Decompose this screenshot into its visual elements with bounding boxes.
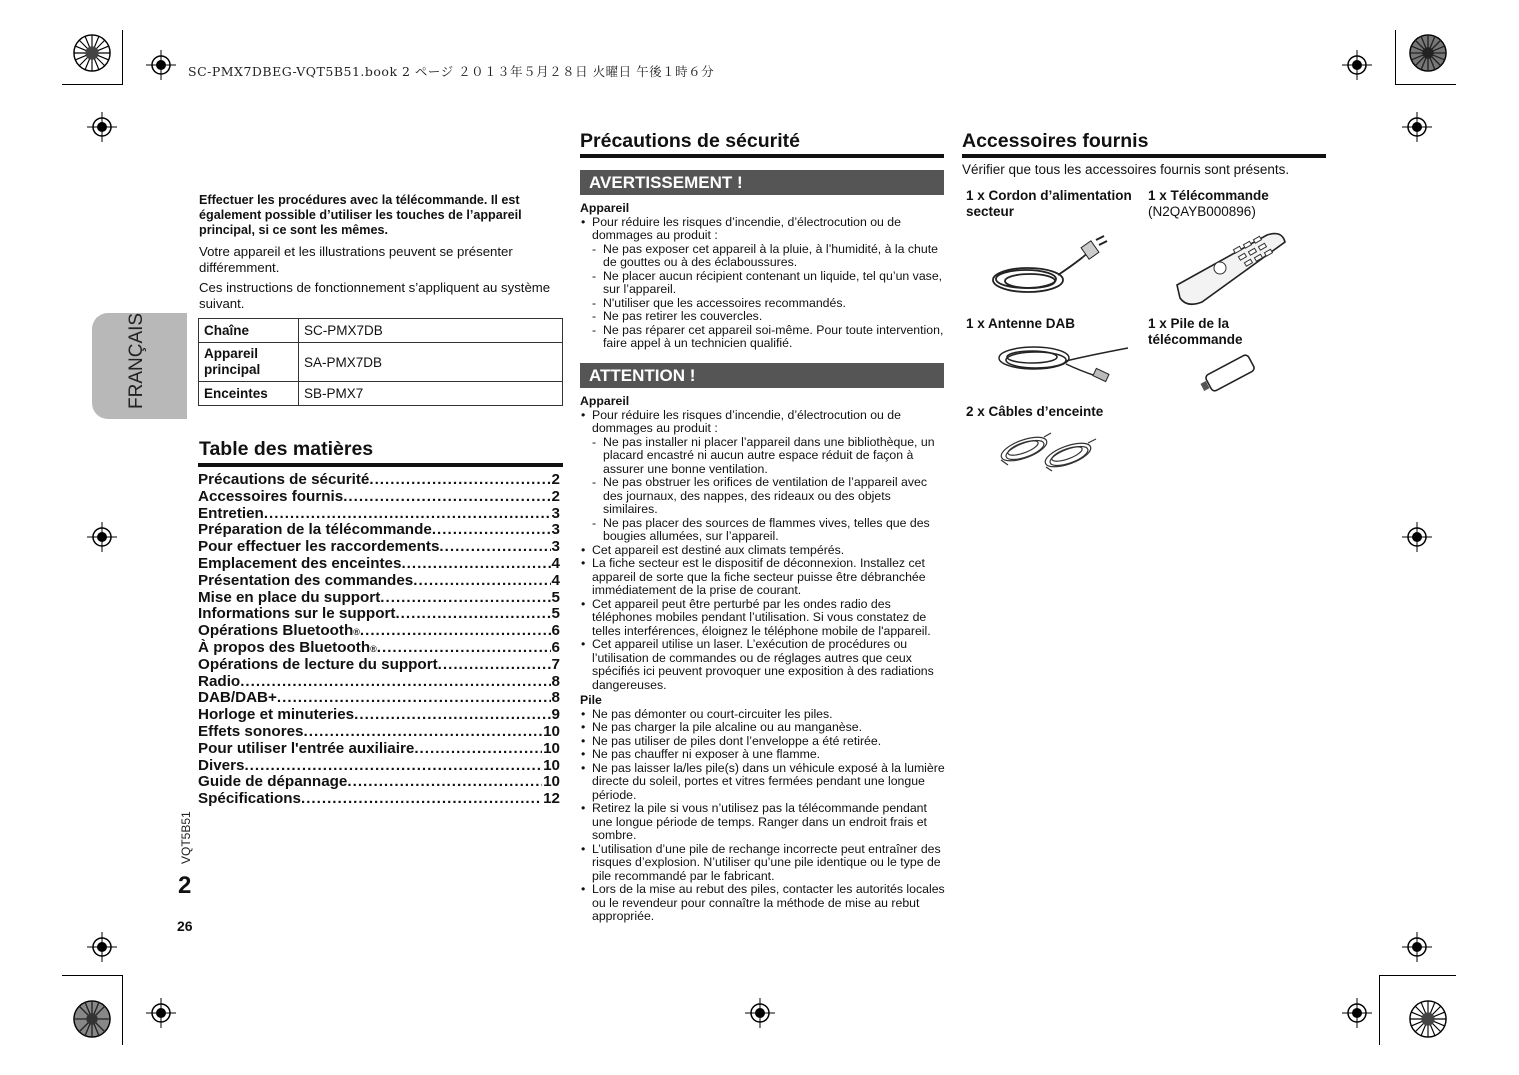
- accessories-title: Accessoires fournis: [962, 130, 1149, 152]
- safety-title: Précautions de sécurité: [580, 130, 801, 152]
- list-item: - Ne placer aucun récipient contenant un liquide, tel qu’un vase, sur l’appareil.: [580, 270, 945, 297]
- color-wheel-mark-bottom-right: [1409, 1000, 1447, 1038]
- list-item: - N'utiliser que les accessoires recommandés.: [580, 297, 945, 311]
- toc-entry-page: 8: [551, 689, 560, 707]
- registration-mark: [87, 112, 117, 142]
- intro-paragraph: Ces instructions de fonctionnement s’appliquent au système suivant.: [199, 280, 551, 311]
- toc-leader-dots: [277, 689, 551, 706]
- toc-entry-page: 3: [551, 504, 560, 522]
- safety-title-rule: [580, 154, 944, 158]
- table-value: SC-PMX7DB: [299, 319, 563, 343]
- document-code: VQT5B51: [179, 811, 193, 864]
- table-row: [199, 382, 563, 406]
- toc-entry-page: 5: [551, 588, 560, 606]
- page-number: 2: [178, 872, 192, 899]
- table-key: Enceintes: [199, 382, 299, 406]
- toc-entry-page: 8: [551, 672, 560, 690]
- toc-leader-dots: [432, 521, 551, 538]
- list-item: - Ne pas obstruer les orifices de ventilation de l’appareil avec des journaux, des nappes, des rideaux ou des objets similaires.: [580, 476, 945, 517]
- system-table: [198, 318, 563, 406]
- toc-entry-page: 10: [543, 773, 560, 791]
- attention-section: [580, 393, 945, 924]
- toc-entry-page: 3: [551, 538, 560, 555]
- accessory-remote-name: 1 x Télécommande: [1148, 188, 1269, 203]
- toc-entry[interactable]: [198, 471, 560, 488]
- toc-leader-dots: [347, 773, 542, 790]
- power-cord-icon: [988, 235, 1113, 305]
- toc-entry-title: Informations sur le support: [198, 605, 396, 623]
- accessory-remote-code: (N2QAYB000896): [1148, 204, 1256, 219]
- toc-entry-page: 7: [551, 655, 560, 673]
- registration-mark: [146, 50, 176, 80]
- accessory-cables-label: 2 x Câbles d’enceinte: [966, 404, 1104, 419]
- toc-entry[interactable]: [198, 555, 560, 572]
- toc-entry[interactable]: [198, 706, 560, 723]
- list-item: - Ne pas réparer cet appareil soi-même. Pour toute intervention, faire appel à un technicien qualifié.: [580, 324, 945, 351]
- toc-entry-title: Entretien: [198, 504, 264, 522]
- list-item: • Lors de la mise au rebut des piles, contacter les autorités locales ou le revendeur pour connaître la méthode de mise au rebut appropriée.: [580, 883, 945, 924]
- table-row: [199, 343, 563, 382]
- accessory-remote-label: [1148, 188, 1318, 220]
- toc-leader-dots: [360, 622, 551, 639]
- toc-entry-page: 2: [551, 487, 560, 505]
- intro-text: [199, 193, 559, 316]
- table-of-contents: [198, 471, 560, 807]
- toc-entry[interactable]: [198, 572, 560, 589]
- toc-entry-page: 6: [551, 622, 560, 639]
- battery-icon: [1198, 352, 1263, 402]
- toc-entry-title: Emplacement des enceintes: [198, 554, 402, 572]
- language-tab: [92, 313, 187, 419]
- toc-entry[interactable]: [198, 740, 560, 757]
- toc-leader-dots: [264, 505, 551, 522]
- toc-entry-title: Mise en place du support: [198, 588, 381, 606]
- toc-entry-page: 10: [543, 756, 560, 774]
- toc-entry[interactable]: [198, 689, 560, 706]
- toc-entry-title: Opérations de lecture du support: [198, 655, 438, 673]
- toc-entry-title: Divers: [198, 756, 245, 774]
- remote-control-icon: [1172, 230, 1292, 315]
- accessory-antenna-label: 1 x Antenne DAB: [966, 316, 1076, 331]
- toc-entry-title: Horloge et minuteries: [198, 706, 355, 723]
- toc-leader-dots: [369, 471, 550, 488]
- attention-subhead: Appareil: [580, 394, 630, 408]
- toc-entry-title: Effets sonores: [198, 722, 304, 740]
- toc-entry-title: Préparation de la télécommande: [198, 521, 432, 539]
- toc-entry[interactable]: [198, 790, 560, 807]
- color-wheel-mark-bottom-left: [73, 1000, 111, 1038]
- list-item: • Ne pas utiliser de piles dont l’enveloppe a été retirée.: [580, 735, 945, 749]
- list-item: • Ne pas chauffer ni exposer à une flamme.: [580, 748, 945, 762]
- speaker-cables-icon: [996, 425, 1101, 478]
- toc-entry-page: 10: [543, 722, 560, 740]
- toc-entry-page: 4: [551, 571, 560, 589]
- list-item: • Pour réduire les risques d’incendie, d’électrocution ou de dommages au produit :: [580, 216, 945, 243]
- toc-entry-page: 10: [543, 739, 560, 757]
- table-key: Chaîne: [199, 319, 299, 343]
- list-item: • Ne pas démonter ou court-circuiter les piles.: [580, 708, 945, 722]
- accessory-cord-label: 1 x Cordon d’alimentation secteur: [966, 188, 1132, 219]
- toc-entry[interactable]: [198, 605, 560, 622]
- table-value: SA-PMX7DB: [299, 343, 563, 382]
- accessories-title-rule: [962, 154, 1326, 158]
- toc-entry[interactable]: [198, 673, 560, 690]
- list-item: • Ne pas charger la pile alcaline ou au manganèse.: [580, 721, 945, 735]
- toc-entry[interactable]: [198, 538, 560, 555]
- registration-mark: [87, 932, 117, 962]
- toc-entry[interactable]: [198, 639, 560, 656]
- toc-entry-page: 5: [551, 605, 560, 623]
- registration-mark: [745, 998, 775, 1028]
- book-file-header: SC-PMX7DBEG-VQT5B51.book 2 ページ ２０１３年５月２８日 火曜日 午後１時６分: [188, 64, 715, 79]
- table-row: [199, 319, 563, 343]
- table-value: SB-PMX7: [299, 382, 563, 406]
- accessories-note: Vérifier que tous les accessoires fournis sont présents.: [962, 162, 1290, 177]
- toc-entry-page: 2: [551, 471, 560, 488]
- global-page-number: 26: [177, 918, 193, 934]
- toc-title-rule: [198, 463, 563, 467]
- toc-entry-title: Guide de dépannage: [198, 773, 348, 791]
- registration-mark: [1402, 112, 1432, 142]
- toc-leader-dots: [301, 790, 542, 807]
- toc-entry-page: 9: [551, 706, 560, 723]
- toc-leader-dots: [395, 605, 550, 622]
- toc-entry-title: Précautions de sécurité: [198, 471, 370, 488]
- list-item: • Pour réduire les risques d’incendie, d’électrocution ou de dommages au produit :: [580, 409, 945, 436]
- registration-mark: [1402, 932, 1432, 962]
- toc-entry-title: Présentation des commandes: [198, 571, 414, 589]
- warning-banner: AVERTISSEMENT !: [580, 170, 944, 195]
- toc-entry[interactable]: [198, 757, 560, 774]
- registration-mark: [1342, 998, 1372, 1028]
- toc-entry-title: Radio: [198, 672, 241, 690]
- list-item: • Retirez la pile si vous n’utilisez pas la télécommande pendant une longue période de temps. Ranger dans un endroit frais et sombre.: [580, 802, 945, 843]
- toc-entry[interactable]: [198, 773, 560, 790]
- toc-title: Table des matières: [199, 438, 374, 460]
- intro-bold-note: Effectuer les procédures avec la télécommande. Il est également possible d’utiliser les touches de l’appareil principal, si ce sont les mêmes.: [199, 193, 522, 237]
- list-item: • Cet appareil est destiné aux climats tempérés.: [580, 544, 945, 558]
- toc-entry[interactable]: [198, 723, 560, 740]
- toc-entry[interactable]: [198, 656, 560, 673]
- warning-subhead: Appareil: [580, 201, 630, 215]
- toc-leader-dots: [244, 757, 542, 774]
- toc-entry-title: À propos des Bluetooth: [198, 638, 371, 656]
- list-item: - Ne pas retirer les couvercles.: [580, 310, 945, 324]
- toc-leader-dots: [414, 740, 542, 757]
- battery-subhead: Pile: [580, 693, 602, 707]
- toc-entry-page: 4: [551, 554, 560, 572]
- toc-entry-page: 3: [551, 521, 560, 539]
- toc-leader-dots: [240, 673, 550, 690]
- list-item: • Ne pas laisser la/les pile(s) dans un véhicule exposé à la lumière directe du soleil, portes et vitres fermées pendant une longue période.: [580, 762, 945, 803]
- registration-mark: [87, 522, 117, 552]
- toc-entry-title: DAB/DAB+: [198, 689, 277, 707]
- toc-leader-dots: [413, 572, 550, 589]
- toc-entry[interactable]: [198, 488, 560, 505]
- toc-leader-dots: [438, 656, 551, 673]
- intro-paragraph: Votre appareil et les illustrations peuvent se présenter différemment.: [199, 244, 513, 275]
- toc-leader-dots: [354, 706, 550, 723]
- toc-leader-dots: [401, 555, 550, 572]
- registered-mark: ®: [370, 643, 377, 654]
- list-item: • La fiche secteur est le dispositif de déconnexion. Installez cet appareil de sorte que la fiche secteur puisse être débranchée immédiatement de la prise de courant.: [580, 557, 945, 598]
- toc-entry-title: Pour effectuer les raccordements: [198, 538, 440, 555]
- toc-entry[interactable]: [198, 622, 560, 639]
- color-wheel-mark-top-right: [1409, 34, 1447, 72]
- registration-mark: [146, 998, 176, 1028]
- toc-entry[interactable]: [198, 505, 560, 522]
- toc-leader-dots: [377, 639, 551, 656]
- toc-entry-page: 6: [551, 638, 560, 656]
- table-key: Appareil principal: [199, 343, 299, 382]
- toc-entry-page: 12: [543, 790, 560, 807]
- list-item: • Cet appareil utilise un laser. L’exécution de procédures ou l’utilisation de commandes ou de réglages autres que ceux spécifiés ici peuvent provoquer une exposition à des radiations dangereuses.: [580, 638, 945, 692]
- toc-leader-dots: [343, 488, 550, 505]
- registered-mark: ®: [353, 627, 360, 638]
- dab-antenna-icon: [996, 336, 1131, 396]
- registration-mark: [1342, 50, 1372, 80]
- list-item: - Ne pas installer ni placer l’appareil dans une bibliothèque, un placard encastré ni aucun autre espace réduit de façon à assurer une bonne ventilation.: [580, 436, 945, 477]
- toc-entry-title: Opérations Bluetooth: [198, 622, 354, 639]
- accessory-battery-label: 1 x Pile de la télécommande: [1148, 316, 1243, 347]
- color-wheel-mark-top-left: [73, 34, 111, 72]
- toc-entry[interactable]: [198, 589, 560, 606]
- toc-leader-dots: [304, 723, 543, 740]
- toc-entry-title: Pour utiliser l'entrée auxiliaire: [198, 739, 415, 757]
- toc-entry-title: Accessoires fournis: [198, 487, 344, 505]
- language-tab-label: FRANÇAIS: [126, 312, 147, 409]
- list-item: - Ne pas exposer cet appareil à la pluie, à l’humidité, à la chute de gouttes ou à des éclaboussures.: [580, 243, 945, 270]
- toc-leader-dots: [380, 589, 550, 606]
- warning-section: [580, 200, 945, 351]
- registration-mark: [1402, 522, 1432, 552]
- list-item: • Cet appareil peut être perturbé par les ondes radio des téléphones mobiles pendant l’utilisation. Si vous constatez de telles interférences, éloignez le téléphone mobile de l'appareil.: [580, 598, 945, 639]
- list-item: - Ne pas placer des sources de flammes vives, telles que des bougies allumées, sur l’appareil.: [580, 517, 945, 544]
- toc-entry-title: Spécifications: [198, 790, 301, 807]
- toc-entry[interactable]: [198, 521, 560, 538]
- list-item: • L’utilisation d’une pile de rechange incorrecte peut entraîner des risques d’explosion. N’utiliser qu’une pile identique ou le type de pile recommandé par le fabricant.: [580, 843, 945, 884]
- toc-leader-dots: [439, 538, 550, 555]
- attention-banner: ATTENTION !: [580, 363, 944, 388]
